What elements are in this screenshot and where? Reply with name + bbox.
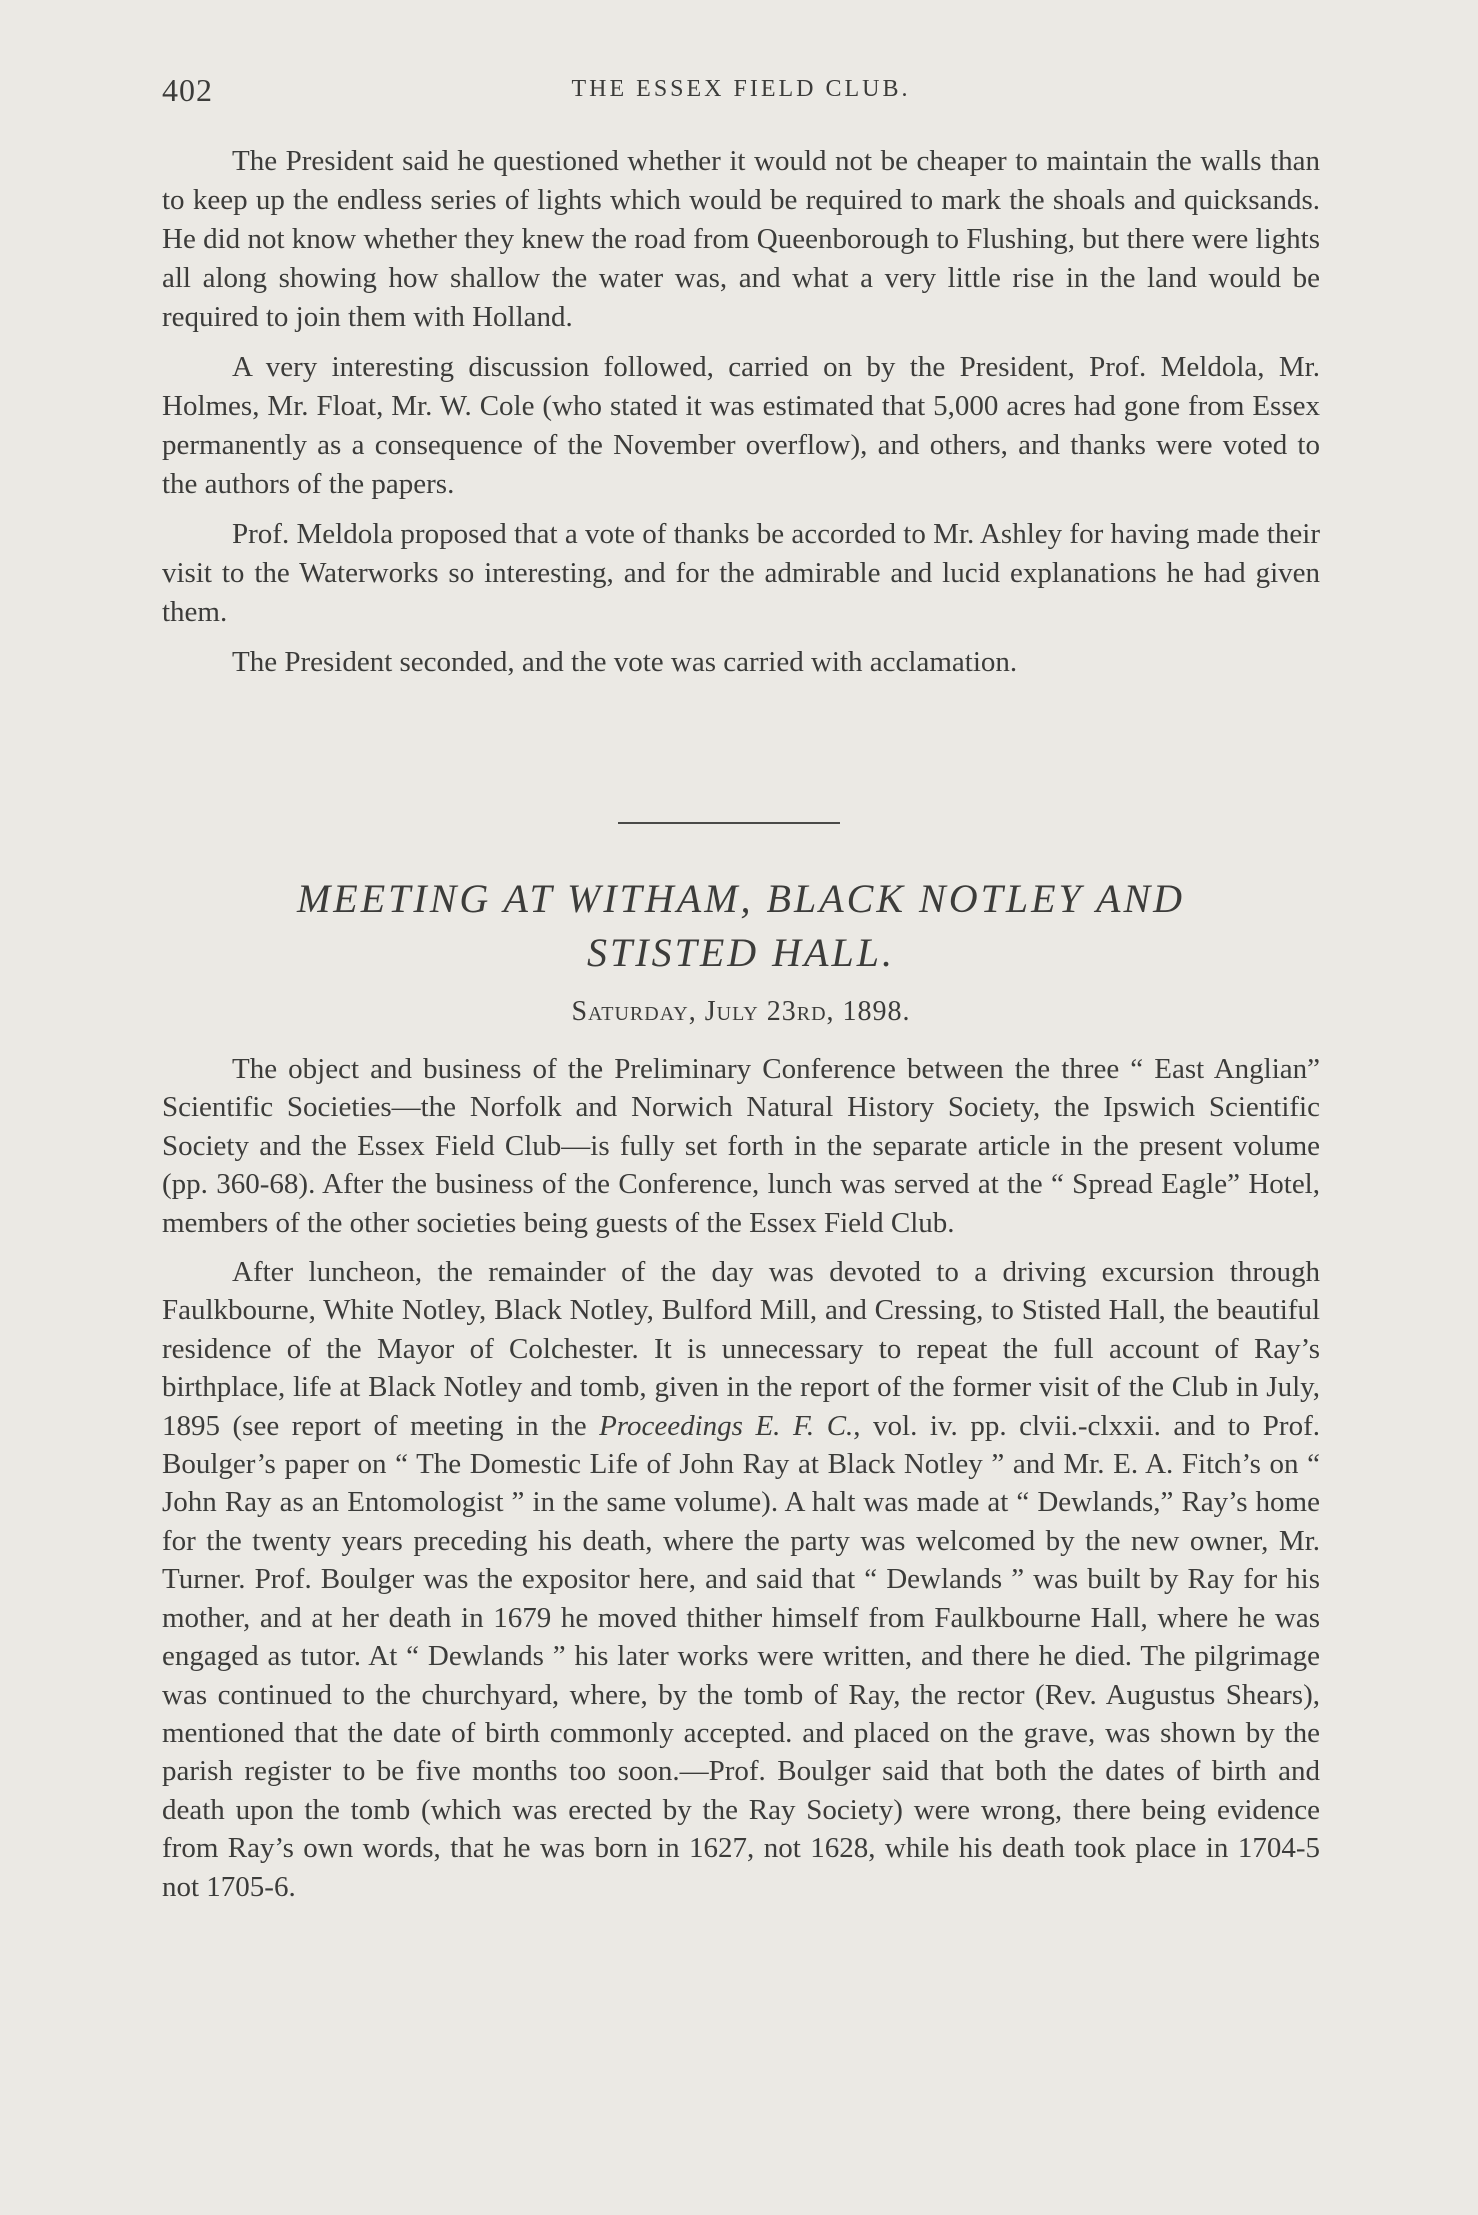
paragraph-text: , vol. iv. pp. clvii.-clxxii. and to Prof. Boulger’s paper on “ The Domestic Life of John Ray at Black Notley ” and Mr. E. A. Fitch’s on “ John Ray as an Entomologist ” in the same volume). A halt was made at “ Dewlands,” Ray’s home for the twenty years preceding his death, where the party was welcomed by the new owner, Mr. Turner. Prof. Boulger was the expositor here, and said that “ Dewlands ” was built by Ray for his mother, and at her death in 1679 he moved thither himself from Faulkbourne Hall, where he was engaged as tutor. At “ Dewlands ” his later works were written, and there he died. The pilgrimage was continued to the churchyard, where, by the tomb of Ray, the rector (Rev. Augustus Shears), mentioned that the date of birth commonly accepted. and placed on the grave, was shown by the parish register to be five months too soon.—Prof. Boulger said that both the dates of birth and death upon the tomb (which was erected by the Ray Society) were wrong, there being evidence from Ray’s own words, that he was born in 1627, not 1628, while his death took place in 1704-5 not 1705-6. xyxy=(162,1409,1320,1903)
paragraph: The President seconded, and the vote was carried with acclamation. xyxy=(232,646,1018,678)
paragraph xyxy=(162,1253,1320,1906)
meeting-report xyxy=(162,1050,1320,1906)
section-title-line: MEETING AT WITHAM, BLACK NOTLEY AND xyxy=(296,876,1186,921)
paragraph: The object and business of the Preliminary Conference between the three “ East Anglian” Scientific Societies—the Norfolk and Norwich Natural History Society, the Ipswich Scientific Society and the Essex Field Club—is fully set forth in the separate article in the present volume (pp. 360-68). After the business of the Conference, lunch was served at the “ Spread Eagle” Hotel, members of the other societies being guests of the Essex Field Club. xyxy=(162,1053,1320,1239)
section-title-line: STISTED HALL. xyxy=(587,930,895,975)
report-continuation xyxy=(162,142,1320,682)
running-head xyxy=(162,72,1320,112)
section-divider xyxy=(618,822,840,824)
journal-title: THE ESSEX FIELD CLUB. xyxy=(571,76,911,102)
paragraph-text: After luncheon, the remainder of the day was devoted to a driving excursion through Faulkbourne, White Notley, Black Notley, Bulford Mill, and Cressing, to Stisted Hall, the beautiful residence of the Mayor of Colchester. It is unnecessary to repeat the full account of Ray’s birthplace, life at Black Notley and tomb, given in the report of the former visit of the Club in July, 1895 (see report of meeting in the xyxy=(162,1256,1320,1442)
section-date: Saturday, July 23rd, 1898. xyxy=(571,996,911,1027)
paragraph: The President said he questioned whether it would not be cheaper to maintain the walls than to keep up the endless series of lights which would be required to mark the shoals and quicksands. He did not know whether they knew the road from Queenborough to Flushing, but there were lights all along showing how shallow the water was, and what a very little rise in the land would be required to join them with Holland. xyxy=(162,145,1320,333)
italic-title: Proceedings E. F. C. xyxy=(599,1409,854,1442)
section-title xyxy=(162,872,1320,980)
paragraph: A very interesting discussion followed, carried on by the President, Prof. Meldola, Mr. Holmes, Mr. Float, Mr. W. Cole (who stated it was estimated that 5,000 acres had gone from Essex permanently as a consequence of the November overflow), and others, and thanks were voted to the authors of the papers. xyxy=(162,351,1320,500)
paragraph: Prof. Meldola proposed that a vote of thanks be accorded to Mr. Ashley for having made their visit to the Waterworks so interesting, and for the admirable and lucid explanations he had given them. xyxy=(162,518,1320,628)
page-number: 402 xyxy=(162,72,213,108)
